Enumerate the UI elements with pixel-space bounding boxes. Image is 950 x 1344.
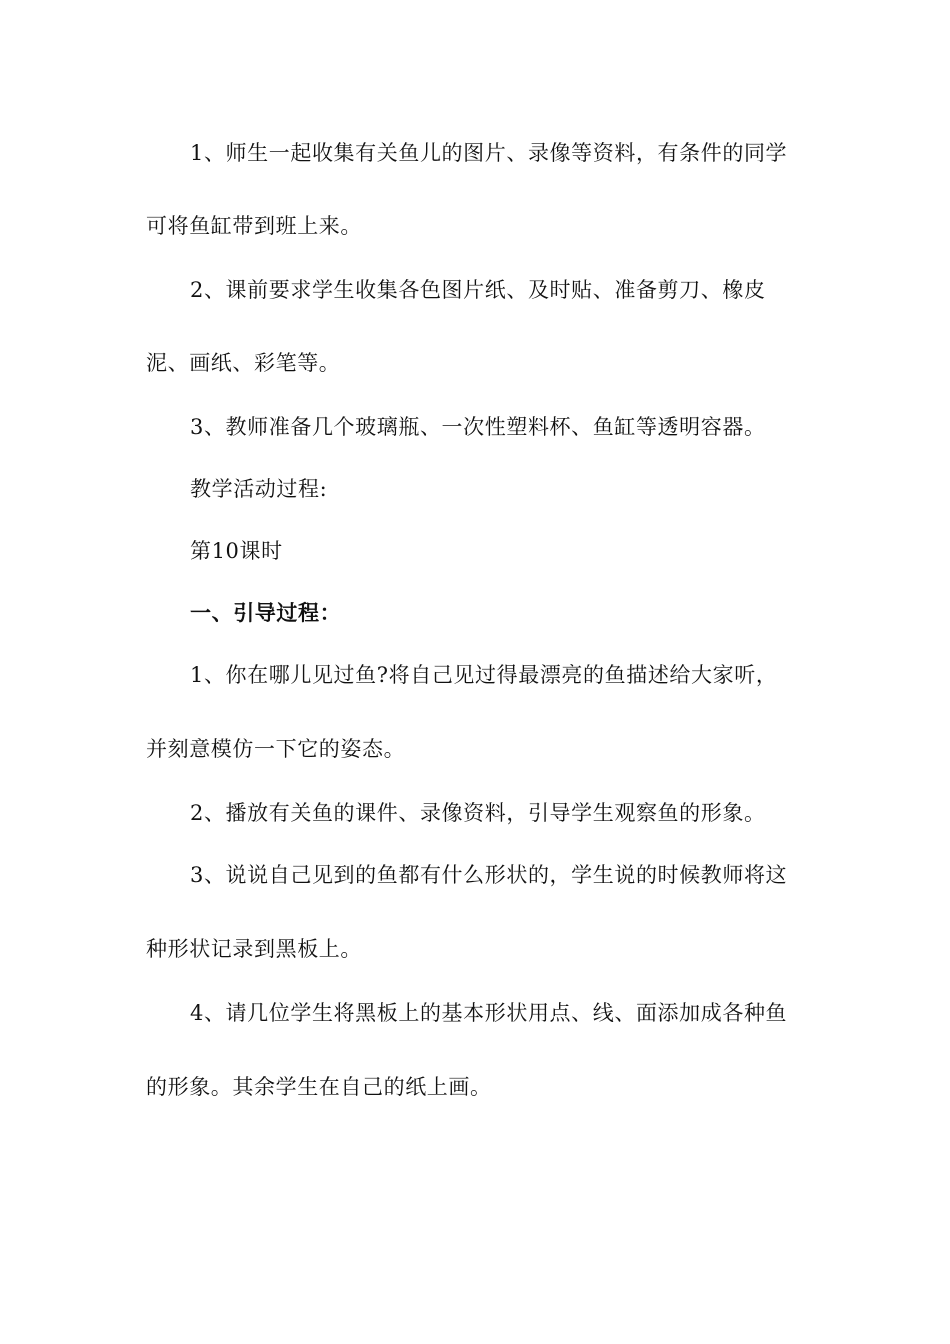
text-line: 1、你在哪儿见过鱼?将自己见过得最漂亮的鱼描述给大家听， (190, 663, 778, 687)
text-line: 种形状记录到黑板上。 (146, 937, 362, 961)
text-line: 3、说说自己见到的鱼都有什么形状的，学生说的时候教师将这 (190, 863, 788, 887)
text-line: 3、教师准备几个玻璃瓶、一次性塑料杯、鱼缸等透明容器。 (190, 415, 766, 439)
text-line: 可将鱼缸带到班上来。 (146, 214, 362, 238)
text-line: 的形象。其余学生在自己的纸上画。 (146, 1075, 492, 1099)
text-line: 2、播放有关鱼的课件、录像资料，引导学生观察鱼的形象。 (190, 801, 766, 825)
section-label: 教学活动过程: (190, 477, 328, 501)
text-line: 泥、画纸、彩笔等。 (146, 351, 341, 375)
text-line: 4、请几位学生将黑板上的基本形状用点、线、面添加成各种鱼 (190, 1001, 788, 1025)
text-line: 2、课前要求学生收集各色图片纸、及时贴、准备剪刀、橡皮 (190, 278, 766, 302)
lesson-label: 第10课时 (190, 539, 283, 563)
text-line: 1、师生一起收集有关鱼儿的图片、录像等资料，有条件的同学 (190, 141, 788, 165)
section-heading: 一、引导过程： (190, 600, 342, 625)
text-line: 并刻意模仿一下它的姿态。 (146, 737, 406, 761)
